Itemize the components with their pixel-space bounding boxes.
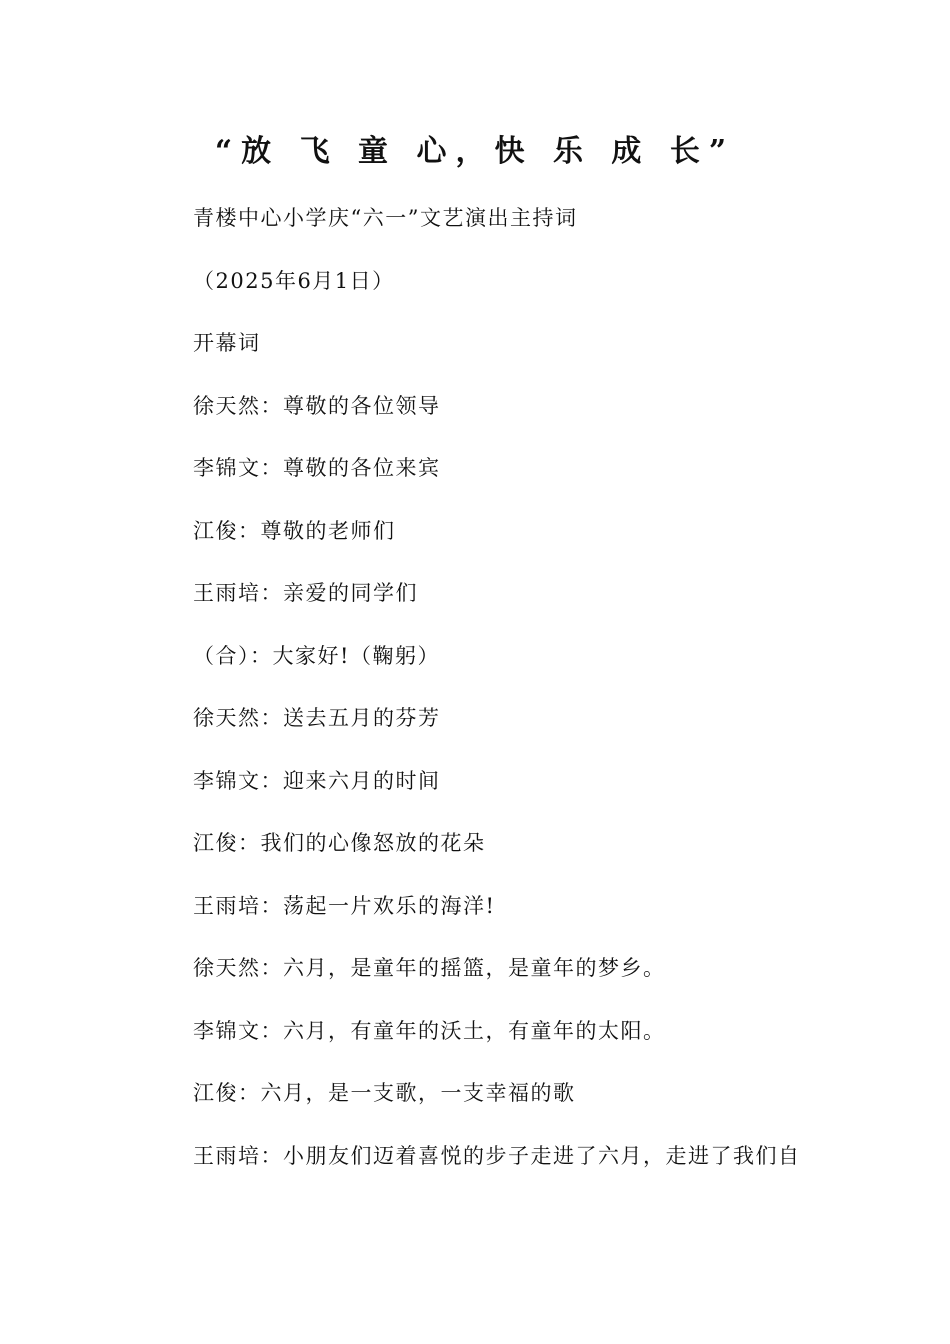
script-line: 李锦文：尊敬的各位来宾 — [193, 456, 441, 480]
script-line: 王雨培：亲爱的同学们 — [193, 581, 418, 605]
script-line: 江俊：六月，是一支歌，一支幸福的歌 — [193, 1081, 576, 1105]
subtitle-line: 青楼中心小学庆“六一”文艺演出主持词 — [193, 206, 578, 230]
script-line: （合）：大家好!（鞠躬） — [193, 643, 440, 668]
script-lines — [193, 198, 833, 1198]
section-heading: 开幕词 — [193, 331, 261, 355]
script-line: 江俊：尊敬的老师们 — [193, 518, 396, 543]
script-line: 王雨培：小朋友们迈着喜悦的步子走进了六月，走进了我们自 — [193, 1143, 801, 1168]
script-line: 徐天然：六月，是童年的摇篮，是童年的梦乡。 — [193, 956, 666, 980]
script-line: 江俊：我们的心像怒放的花朵 — [193, 831, 486, 855]
date-line: （2025年6月1日） — [193, 268, 395, 293]
script-line: 徐天然：尊敬的各位领导 — [193, 393, 441, 418]
script-line: 李锦文：迎来六月的时间 — [193, 768, 441, 793]
document-title: “放 飞 童 心，快 乐 成 长” — [214, 134, 736, 169]
script-line: 李锦文：六月，有童年的沃土，有童年的太阳。 — [193, 1018, 666, 1043]
script-line: 王雨培：荡起一片欢乐的海洋! — [193, 893, 496, 918]
script-line: 徐天然：送去五月的芬芳 — [193, 706, 441, 730]
